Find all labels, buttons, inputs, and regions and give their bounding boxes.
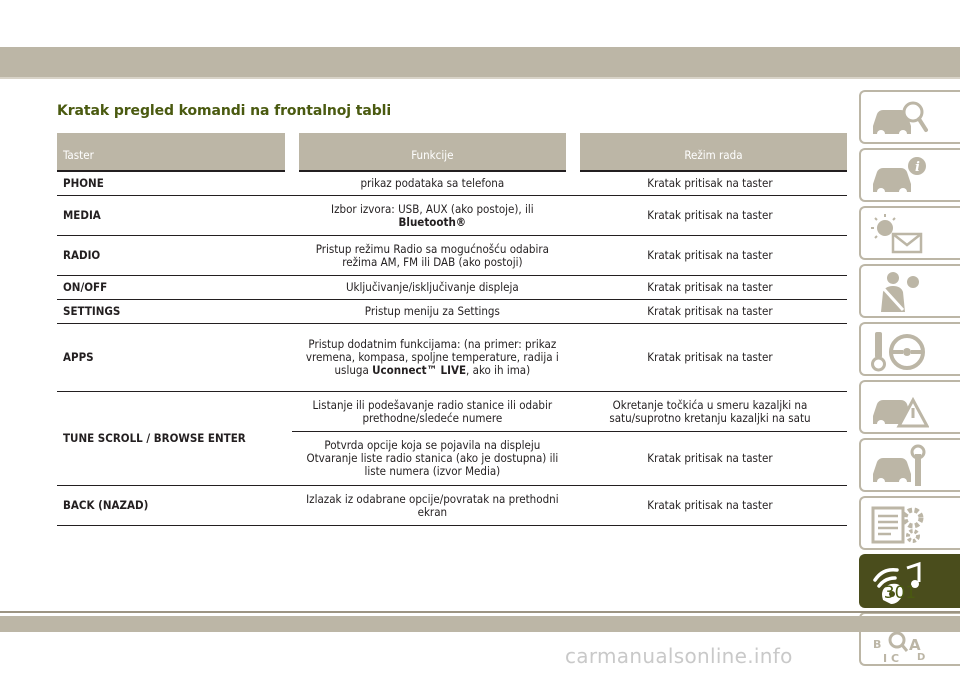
row-function: Pristup režimu Radio sa mogućnošću odabira režima AM, FM ili DAB (ako postoji) bbox=[292, 236, 573, 276]
row-function: Uključivanje/isključivanje displeja bbox=[292, 276, 573, 300]
function-text: Izbor izvora: USB, AUX (ako postoje), ili bbox=[331, 201, 534, 216]
tab-servicing[interactable] bbox=[859, 438, 960, 492]
row-mode: Kratak pritisak na taster bbox=[573, 171, 847, 196]
row-key: MEDIA bbox=[57, 196, 292, 236]
row-function bbox=[292, 324, 573, 392]
table-row bbox=[57, 486, 847, 526]
svg-text:I: I bbox=[883, 652, 888, 664]
top-divider bbox=[0, 77, 960, 79]
row-function: Izlazak iz odabrane opcije/povratak na prethodni ekran bbox=[292, 486, 573, 526]
tab-car-search[interactable] bbox=[859, 90, 960, 144]
key-steering-wheel-icon bbox=[869, 328, 929, 374]
car-warning-triangle-icon bbox=[869, 386, 929, 432]
function-text-end: , ako ih ima) bbox=[466, 363, 531, 377]
row-function bbox=[292, 196, 573, 236]
row-key: ON/OFF bbox=[57, 276, 292, 300]
page-number: 301 bbox=[883, 583, 917, 603]
row-mode: Kratak pritisak na taster bbox=[573, 300, 847, 324]
row-key: BACK (NAZAD) bbox=[57, 486, 292, 526]
row-key: TUNE SCROLL / BROWSE ENTER bbox=[57, 392, 292, 486]
row-key: RADIO bbox=[57, 236, 292, 276]
svg-text:A: A bbox=[909, 636, 921, 654]
controls-table bbox=[57, 133, 847, 526]
car-wrench-icon bbox=[869, 444, 929, 490]
tab-safety[interactable] bbox=[859, 264, 960, 318]
tab-warning-lights[interactable] bbox=[859, 206, 960, 260]
row-mode: Kratak pritisak na taster bbox=[573, 276, 847, 300]
row-function: Pristup meniju za Settings bbox=[292, 300, 573, 324]
table-header-row bbox=[57, 133, 847, 171]
warning-lights-mail-icon bbox=[869, 212, 929, 258]
tab-emergency[interactable] bbox=[859, 380, 960, 434]
row-key: PHONE bbox=[57, 171, 292, 196]
row-mode: Kratak pritisak na taster bbox=[573, 196, 847, 236]
function-bold-text: Uconnect™ LIVE bbox=[372, 363, 467, 377]
table-row bbox=[57, 300, 847, 324]
svg-text:D: D bbox=[917, 652, 926, 663]
watermark: carmanualsonline.info bbox=[565, 644, 793, 668]
row-function: Listanje ili podešavanje radio stanice ili odabir prethodne/sledeće numere bbox=[292, 392, 573, 432]
row-key: APPS bbox=[57, 324, 292, 392]
row-mode: Okretanje točkića u smeru kazaljki na satu/suprotno kretanju kazaljki na satu bbox=[573, 392, 847, 432]
function-bold-text: Bluetooth® bbox=[398, 214, 467, 229]
person-airbag-icon bbox=[869, 270, 929, 316]
row-mode: Kratak pritisak na taster bbox=[573, 324, 847, 392]
svg-text:C: C bbox=[891, 652, 900, 664]
row-mode: Kratak pritisak na taster bbox=[573, 236, 847, 276]
top-decorative-band bbox=[0, 47, 960, 77]
function-text: Pristup dodatnim funkcijama: (na primer: prikaz vremena, kompasa, spoljne temperature, radija i usluga bbox=[305, 337, 559, 377]
bottom-divider bbox=[0, 611, 960, 613]
table-row bbox=[57, 171, 847, 196]
tab-starting-driving[interactable] bbox=[859, 322, 960, 376]
tab-car-info[interactable] bbox=[859, 148, 960, 202]
row-mode: Kratak pritisak na taster bbox=[573, 432, 847, 486]
header-taster: Taster bbox=[57, 133, 292, 171]
tab-technical-specs[interactable] bbox=[859, 496, 960, 550]
row-function: Potvrda opcije koja se pojavila na displeju Otvaranje liste radio stanica (ako je dostupna) ili liste numera (izvor Media) bbox=[292, 432, 573, 486]
table-row bbox=[57, 324, 847, 392]
svg-text:i: i bbox=[915, 160, 920, 175]
header-funkcije: Funkcije bbox=[292, 133, 573, 171]
svg-text:B: B bbox=[873, 638, 882, 651]
table-row bbox=[57, 196, 847, 236]
header-rezim: Režim rada bbox=[573, 133, 847, 171]
car-info-icon bbox=[869, 154, 929, 200]
row-function: prikaz podataka sa telefona bbox=[292, 171, 573, 196]
specs-gear-icon bbox=[869, 502, 929, 548]
table-row bbox=[57, 276, 847, 300]
table-row bbox=[57, 392, 847, 432]
row-key: SETTINGS bbox=[57, 300, 292, 324]
bottom-decorative-band bbox=[0, 616, 960, 632]
row-mode: Kratak pritisak na taster bbox=[573, 486, 847, 526]
table-row bbox=[57, 236, 847, 276]
section-title: Kratak pregled komandi na frontalnoj tabli bbox=[57, 103, 392, 119]
car-search-icon bbox=[869, 96, 929, 142]
